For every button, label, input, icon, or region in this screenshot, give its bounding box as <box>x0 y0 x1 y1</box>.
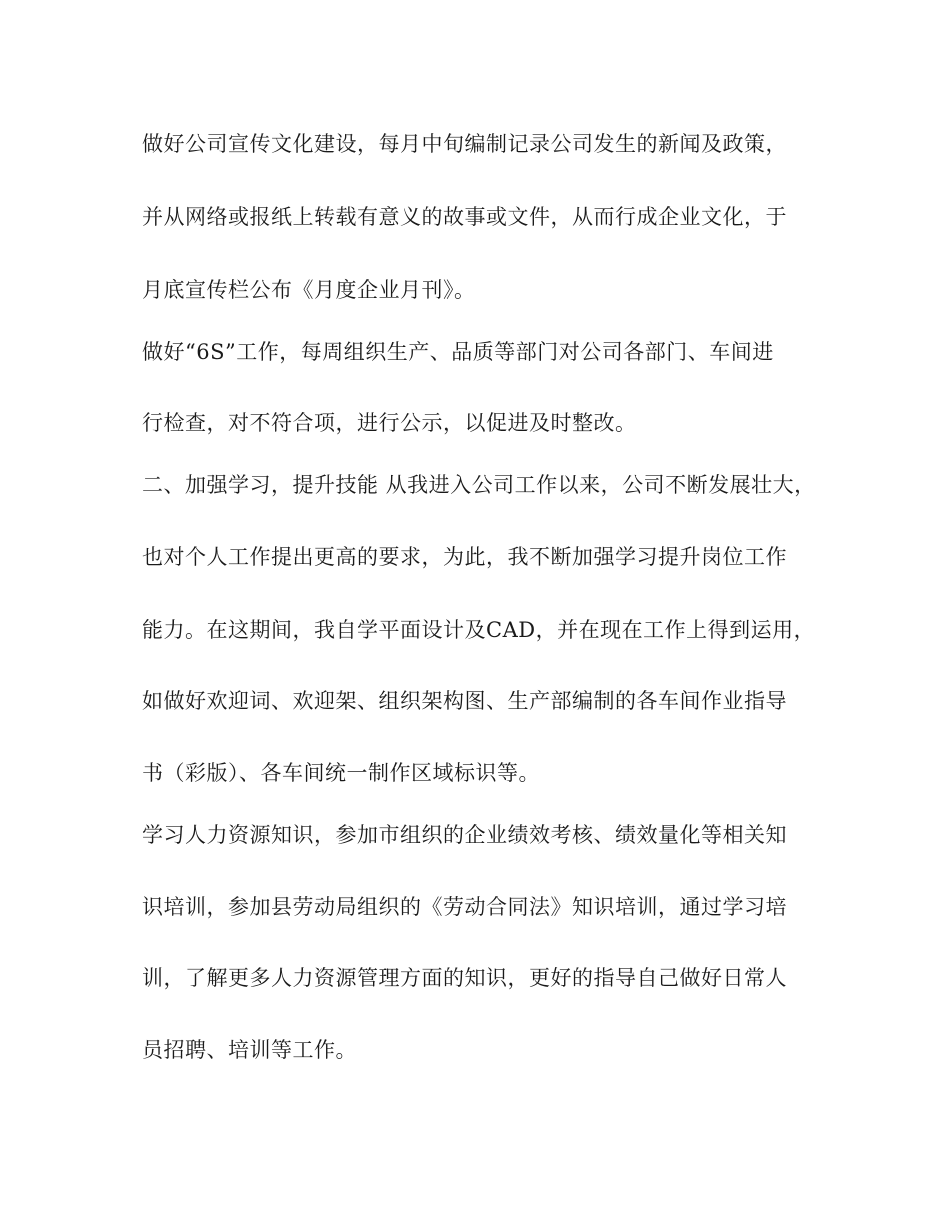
text-line: 并从网络或报纸上转载有意义的故事或文件，从而行成企业文化，于 <box>142 205 787 229</box>
text-line: 也对个人工作提出更高的要求，为此，我不断加强学习提升岗位工作 <box>142 545 787 569</box>
text-line: 如做好欢迎词、欢迎架、组织架构图、生产部编制的各车间作业指导 <box>142 689 787 713</box>
text-line: 二、加强学习，提升技能 从我进入公司工作以来，公司不断发展壮大， <box>142 473 816 497</box>
text-line: 能力。在这期间，我自学平面设计及CAD，并在现在工作上得到运用， <box>142 618 816 642</box>
text-line: 书（彩版）、各车间统一制作区域标识等。 <box>142 761 540 785</box>
text-line: 训，了解更多人力资源管理方面的知识，更好的指导自己做好日常人 <box>142 966 787 990</box>
text-line: 做好公司宣传文化建设，每月中旬编制记录公司发生的新闻及政策， <box>142 132 787 156</box>
text-line: 行检查，对不符合项，进行公示，以促进及时整改。 <box>142 411 637 435</box>
text-line: 学习人力资源知识，参加市组织的企业绩效考核、绩效量化等相关知 <box>142 823 787 847</box>
text-line: 做好“6S”工作，每周组织生产、品质等部门对公司各部门、车间进 <box>142 340 774 364</box>
text-line: 识培训，参加县劳动局组织的《劳动合同法》知识培训，通过学习培 <box>142 895 787 919</box>
text-line: 员招聘、培训等工作。 <box>142 1038 357 1062</box>
text-line: 月底宣传栏公布《月度企业月刊》。 <box>142 278 476 302</box>
